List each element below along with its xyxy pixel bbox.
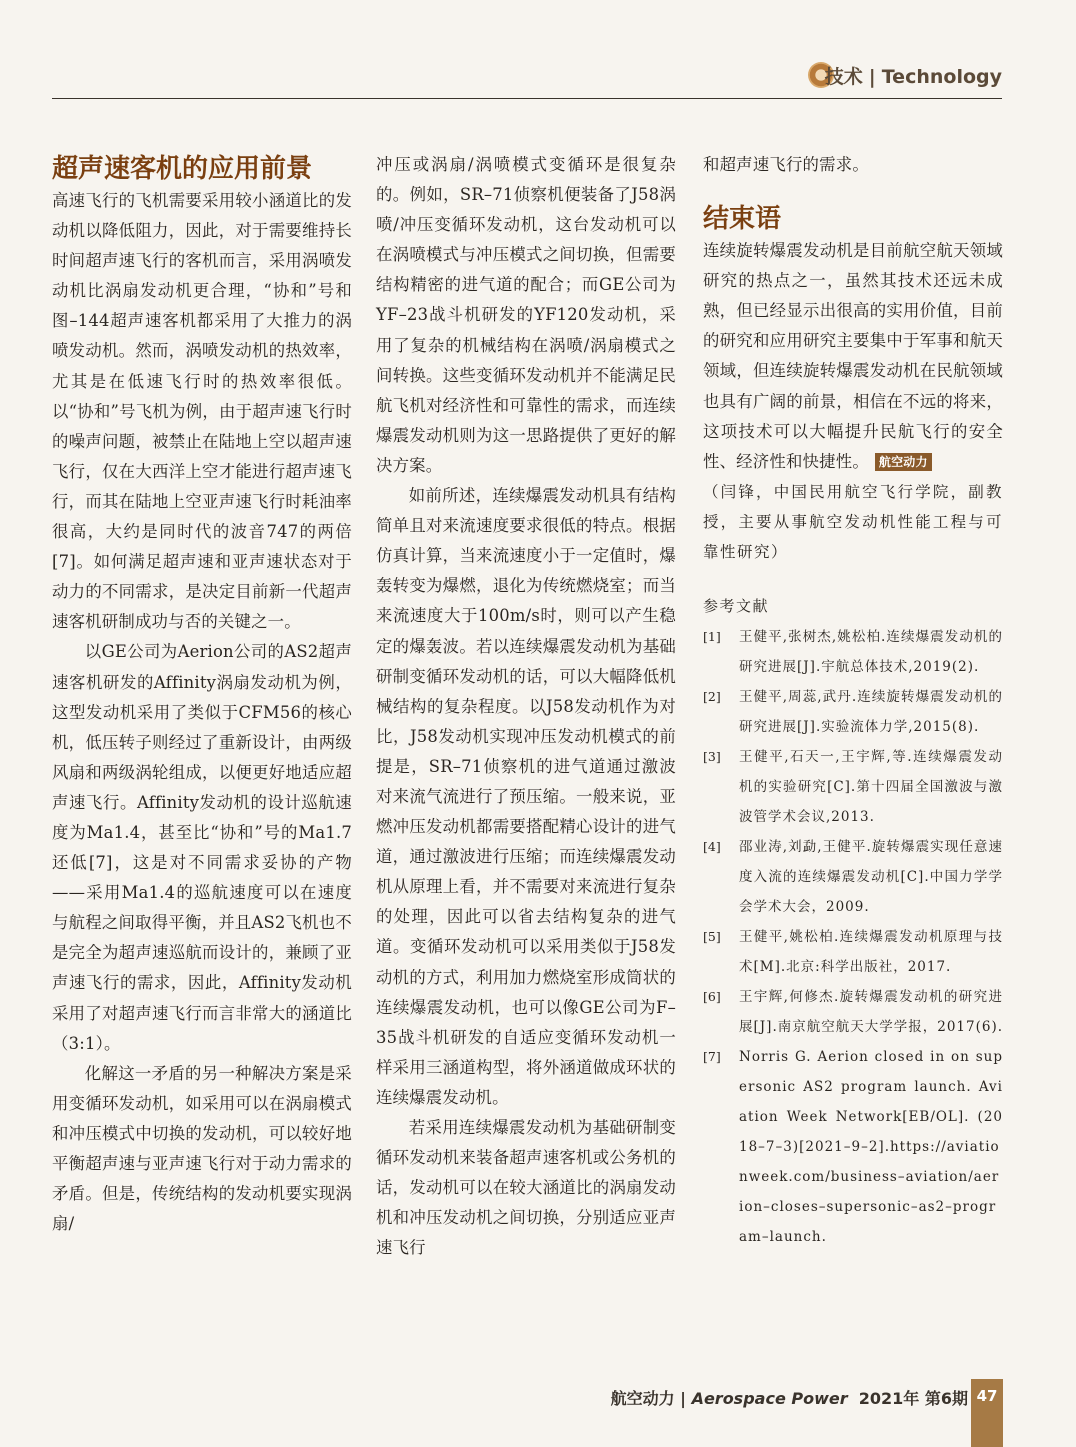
journal-name-en: Aerospace Power	[691, 1389, 848, 1408]
reference-number: [3]	[703, 748, 721, 764]
reference-text: 王健平,姚松柏.连续爆震发动机原理与技术[M].北京:科学出版社，2017.	[739, 928, 1003, 975]
paragraph: 高速飞行的飞机需要采用较小涵道比的发动机以降低阻力，因此，对于需要维持长时间超声速飞行的客机而言，采用涡喷发动机比涡扇发动机更合理，“协和”号和图–144超声速客机都采用了大推力的涡喷发动机。然而，涡喷发动机的热效率，尤其是在低速飞行时的热效率很低。以“协和”号飞机为例，由于超声速飞行时的噪声问题，被禁止在陆地上空以超声速飞行，仅在大西洋上空才能进行超声速飞行，而其在陆地上空亚声速飞行时耗油率很高，大约是同时代的波音747的两倍[7]。如何满足超声速和亚声速状态对于动力的不同需求，是决定目前新一代超声速客机研制成功与否的关键之一。	[52, 191, 352, 632]
reference-item	[703, 682, 1003, 742]
reference-text: 邵业涛,刘勐,王健平.旋转爆震实现任意速度入流的连续爆震发动机[C].中国力学学会学术大会，2009.	[739, 838, 1003, 915]
paragraph	[703, 236, 1003, 477]
page-header	[52, 56, 1002, 99]
reference-text: Norris G. Aerion closed in on supersonic AS2 program launch. Aviation Week Network[EB/OL]. (2018–7–3)[2021–9–2].https://aviationweek.com/business–aviation/aerion–closes–supersonic–as2–program–launch.	[739, 1048, 1003, 1245]
page-footer	[0, 1382, 1076, 1412]
journal-footer-text: 航空动力 | Aerospace Power 2021年 第6期	[610, 1389, 968, 1408]
end-mark-badge: 航空动力	[875, 453, 932, 471]
section-separator: |	[868, 66, 876, 88]
paragraph: 如前所述，连续爆震发动机具有结构简单且对来流速度要求很低的特点。根据仿真计算，当来流速度小于一定值时，爆轰转变为爆燃，退化为传统燃烧室；而当来流速度大于100m/s时，则可以产生稳定的爆轰波。若以连续爆震发动机为基础研制变循环发动机的话，可以大幅降低机械结构的复杂程度。以J58发动机作为对比，J58发动机实现冲压发动机模式的前提是，SR–71侦察机的进气道通过激波对来流气流进行了预压缩。一般来说，亚燃冲压发动机都需要搭配精心设计的进气道，通过激波进行压缩；而连续爆震发动机从原理上看，并不需要对来流进行复杂的处理，因此可以省去结构复杂的进气道。变循环发动机可以采用类似于J58发动机的方式，利用加力燃烧室形成筒状的连续爆震发动机，也可以像GE公司为F–35战斗机研发的自适应变循环发动机一样采用三涵道构型，将外涵道做成环状的连续爆震发动机。	[376, 486, 676, 1107]
reference-item	[703, 922, 1003, 982]
references-list	[703, 622, 1003, 1252]
paragraph: 和超声速飞行的需求。	[703, 155, 869, 174]
section-label	[825, 62, 1002, 89]
section-en: Technology	[881, 66, 1002, 88]
column-1	[52, 150, 352, 1239]
reference-text: 王健平,周蕊,武丹.连续旋转爆震发动机的研究进展[J].实验流体力学,2015(8).	[739, 688, 1003, 735]
issue-label: 2021年 第6期	[858, 1389, 968, 1408]
conclusion-text: 连续旋转爆震发动机是目前航空航天领域研究的热点之一，虽然其技术还远未成熟，但已经显示出很高的实用价值，目前的研究和应用研究主要集中于军事和航天领域，但连续旋转爆震发动机在民航领域也具有广阔的前景，相信在不远的将来，这项技术可以大幅提升民航飞行的安全性、经济性和快捷性。	[703, 241, 1003, 471]
references-heading: 参考文献	[703, 596, 770, 615]
section-heading-outlook: 超声速客机的应用前景	[52, 154, 313, 184]
section-cn: 技术	[824, 66, 863, 88]
reference-item	[703, 982, 1003, 1042]
journal-name-cn: 航空动力	[610, 1389, 675, 1408]
section-heading-conclusion: 结束语	[703, 204, 782, 235]
reference-text: 王健平,张树杰,姚松柏.连续爆震发动机的研究进展[J].宇航总体技术,2019(2).	[739, 628, 1003, 675]
page-number: 47	[971, 1379, 1003, 1447]
reference-number: [4]	[703, 838, 721, 854]
reference-number: [7]	[703, 1048, 721, 1064]
reference-number: [2]	[703, 688, 721, 704]
reference-number: [5]	[703, 928, 721, 944]
reference-text: 王宇辉,何修杰.旋转爆震发动机的研究进展[J].南京航空航天大学学报，2017(6).	[739, 988, 1004, 1035]
paragraph: 冲压或涡扇/涡喷模式变循环是很复杂的。例如，SR–71侦察机便装备了J58涡喷/冲压变循环发动机，这台发动机可以在涡喷模式与冲压模式之间切换，但需要结构精密的进气道的配合；而GE公司为YF–23战斗机研发的YF120发动机，采用了复杂的机械结构在涡喷/涡扇模式之间转换。这些变循环发动机并不能满足民航飞机对经济性和可靠性的需求，而连续爆震发动机则为这一思路提供了更好的解决方案。	[376, 155, 676, 475]
paragraph: 以GE公司为Aerion公司的AS2超声速客机研发的Affinity涡扇发动机为例，这型发动机采用了类似于CFM56的核心机，低压转子则经过了重新设计，由两级风扇和两级涡轮组成，以便更好地适应超声速飞行。Affinity发动机的设计巡航速度为Ma1.4，甚至比“协和”号的Ma1.7还低[7]，这是对不同需求妥协的产物——采用Ma1.4的巡航速度可以在速度与航程之间取得平衡，并且AS2飞机也不是完全为超声速巡航而设计的，兼顾了亚声速飞行的需求，因此，Affinity发动机采用了对超声速飞行而言非常大的涵道比（3:1）。	[52, 642, 352, 1053]
reference-text: 王健平,石天一,王宇辉,等.连续爆震发动机的实验研究[C].第十四届全国激波与激波管学术会议,2013.	[739, 748, 1003, 825]
reference-number: [1]	[703, 628, 721, 644]
reference-item	[703, 1042, 1003, 1252]
reference-item	[703, 622, 1003, 682]
reference-item	[703, 832, 1003, 922]
reference-number: [6]	[703, 988, 721, 1004]
column-3	[703, 150, 1003, 1252]
reference-item	[703, 742, 1003, 832]
author-note: （闫锋，中国民用航空飞行学院，副教授，主要从事航空发动机性能工程与可靠性研究）	[703, 482, 1003, 561]
column-2	[376, 150, 676, 1263]
paragraph: 化解这一矛盾的另一种解决方案是采用变循环发动机，如采用可以在涡扇模式和冲压模式中切换的发动机，可以较好地平衡超声速与亚声速飞行对于动力需求的矛盾。但是，传统结构的发动机要实现涡扇/	[52, 1063, 352, 1234]
paragraph: 若采用连续爆震发动机为基础研制变循环发动机来装备超声速客机或公务机的话，发动机可以在较大涵道比的涡扇发动机和冲压发动机之间切换，分别适应亚声速飞行	[376, 1118, 676, 1258]
